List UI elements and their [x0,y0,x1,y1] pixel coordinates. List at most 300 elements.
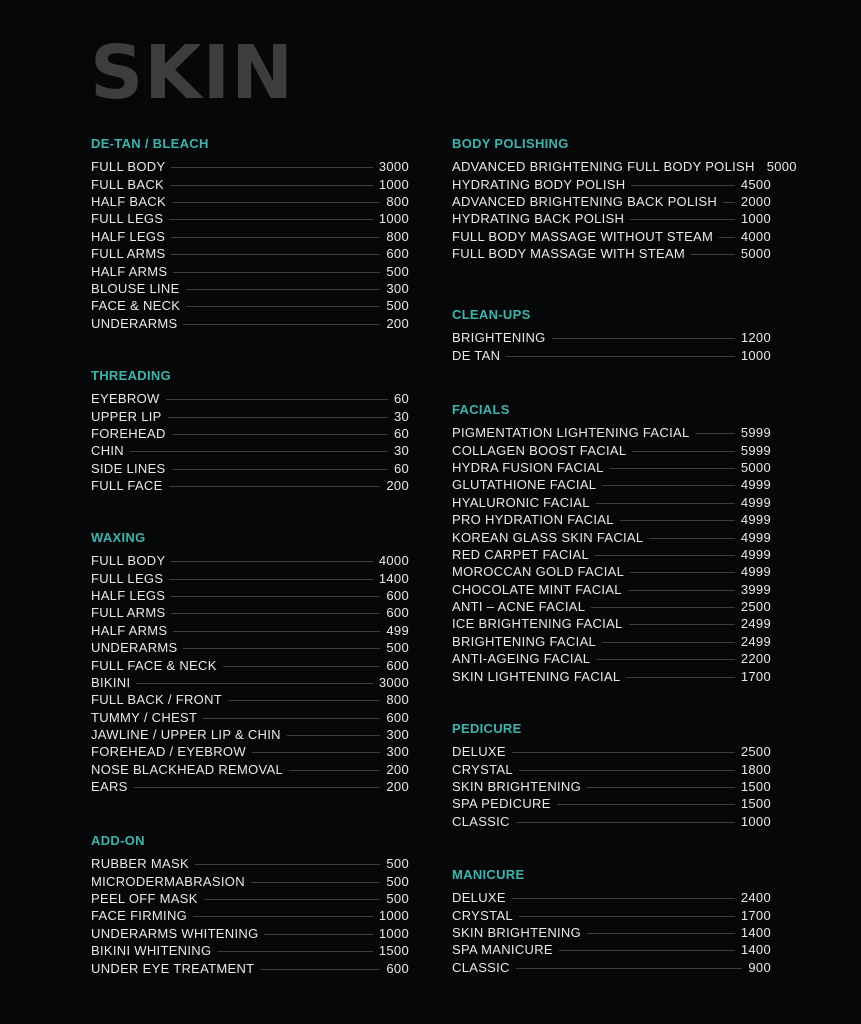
price-row [91,297,409,314]
dot-leader-line [171,254,380,255]
service-price: 300 [386,727,409,743]
service-price: 1500 [740,778,771,794]
section-heading: PEDICURE [452,721,522,736]
service-price: 3000 [378,159,409,175]
dot-leader-line [172,434,388,435]
price-row [452,598,771,615]
price-row [452,795,771,812]
price-row [91,477,409,494]
price-list [91,158,409,332]
service-name: FULL BACK / FRONT [91,692,223,708]
dot-leader-line [186,289,381,290]
dot-leader-line [173,631,380,632]
service-name: FOREHEAD [91,425,166,441]
dot-leader-line [260,969,380,970]
dot-leader-line [519,770,735,771]
price-row [91,425,409,442]
service-price: 1200 [740,330,771,346]
price-row [452,760,771,777]
dot-leader-line [134,787,381,788]
service-price: 1800 [740,761,771,777]
price-row [91,761,409,778]
service-name: HALF ARMS [91,622,168,638]
dot-leader-line [183,648,380,649]
dot-leader-line [516,968,743,969]
price-row [452,889,771,906]
service-name: RUBBER MASK [91,856,189,872]
service-name: FULL BODY MASSAGE WITH STEAM [452,246,686,262]
service-price: 1700 [740,907,771,923]
service-price: 60 [393,391,409,407]
dot-leader-line [591,607,735,608]
service-name: CLASSIC [452,813,510,829]
service-price: 1000 [378,908,409,924]
price-list [452,424,771,685]
service-price: 1400 [740,942,771,958]
section-heading: DE-TAN / BLEACH [91,136,209,151]
service-price: 3000 [378,674,409,690]
dot-leader-line [649,538,734,539]
price-row [452,210,771,227]
price-row [452,924,771,941]
section-manicure [452,867,771,975]
service-name: UNDERARMS WHITENING [91,925,259,941]
dot-leader-line [171,596,380,597]
dot-leader-line [168,417,388,418]
dot-leader-line [204,899,381,900]
service-price: 1500 [740,796,771,812]
service-name: SKIN BRIGHTENING [452,924,582,940]
price-row [91,890,409,907]
service-price: 1400 [740,924,771,940]
section-heading: THREADING [91,368,171,383]
service-price: 4000 [378,553,409,569]
service-name: HYDRATING BACK POLISH [452,211,625,227]
dot-leader-line [170,185,373,186]
price-row [452,633,771,650]
service-price: 300 [386,744,409,760]
price-list [452,889,771,976]
price-row [452,424,771,441]
service-name: NOSE BLACKHEAD REMOVAL [91,761,284,777]
dot-leader-line [628,590,735,591]
service-price: 1000 [378,176,409,192]
price-row [91,942,409,959]
service-price: 30 [393,408,409,424]
service-price: 3999 [740,581,771,597]
price-row [91,158,409,175]
service-name: PIGMENTATION LIGHTENING FACIAL [452,425,690,441]
dot-leader-line [252,752,380,753]
service-name: BRIGHTENING FACIAL [452,633,597,649]
dot-leader-line [610,468,735,469]
service-price: 600 [386,605,409,621]
price-row [452,528,771,545]
service-name: SIDE LINES [91,460,166,476]
service-price: 600 [386,587,409,603]
price-row [91,552,409,569]
dot-leader-line [289,770,380,771]
price-row [452,494,771,511]
service-price: 30 [393,443,409,459]
dot-leader-line [193,916,373,917]
price-row [91,587,409,604]
service-price: 2499 [740,633,771,649]
dot-leader-line [719,237,735,238]
price-row [452,813,771,830]
service-price: 200 [386,779,409,795]
price-row [91,315,409,332]
service-name: FULL FACE & NECK [91,657,217,673]
price-row [452,650,771,667]
service-price: 1000 [740,813,771,829]
dot-leader-line [136,683,373,684]
service-price: 2500 [740,599,771,615]
service-name: FULL FACE [91,478,163,494]
service-name: CHOCOLATE MINT FACIAL [452,581,622,597]
service-price: 4999 [740,564,771,580]
service-name: BLOUSE LINE [91,280,180,296]
service-name: FOREHEAD / EYEBROW [91,744,246,760]
price-row [91,925,409,942]
service-name: ADVANCED BRIGHTENING BACK POLISH [452,193,718,209]
price-list [452,158,797,262]
price-row [452,228,771,245]
section-de-tan-bleach [91,136,409,331]
price-row [91,907,409,924]
dot-leader-line [506,356,735,357]
service-name: SKIN BRIGHTENING [452,778,582,794]
price-row [91,210,409,227]
service-price: 4000 [740,228,771,244]
service-name: FULL BODY MASSAGE WITHOUT STEAM [452,228,714,244]
service-name: COLLAGEN BOOST FACIAL [452,442,627,458]
price-row [91,639,409,656]
price-row [452,778,771,795]
service-name: HALF LEGS [91,587,166,603]
price-row [452,941,771,958]
service-price: 1000 [378,925,409,941]
service-price: 200 [386,761,409,777]
service-name: BIKINI WHITENING [91,943,212,959]
service-price: 500 [386,890,409,906]
section-clean-ups [452,307,771,363]
service-price: 200 [386,315,409,331]
dot-leader-line [516,822,735,823]
service-price: 300 [386,280,409,296]
dot-leader-line [169,579,373,580]
service-price: 2400 [740,890,771,906]
dot-leader-line [264,934,372,935]
service-name: DE TAN [452,347,501,363]
section-threading [91,368,409,494]
price-row [91,959,409,976]
price-row [91,460,409,477]
dot-leader-line [203,718,380,719]
service-price: 600 [386,657,409,673]
dot-leader-line [629,624,735,625]
service-price: 600 [386,246,409,262]
service-name: DELUXE [452,744,506,760]
price-row [91,726,409,743]
price-list [452,743,771,830]
price-row [452,175,771,192]
dot-leader-line [171,613,380,614]
service-name: HALF BACK [91,193,166,209]
price-row [91,709,409,726]
service-name: KOREAN GLASS SKIN FACIAL [452,529,644,545]
price-row [91,390,409,407]
price-list [452,329,771,364]
service-price: 499 [386,622,409,638]
dot-leader-line [620,520,735,521]
service-name: BRIGHTENING [452,330,546,346]
service-price: 5000 [740,459,771,475]
price-row [91,604,409,621]
service-name: MICRODERMABRASION [91,873,245,889]
service-name: FULL LEGS [91,570,164,586]
dot-leader-line [251,882,381,883]
section-body-polishing [452,136,797,262]
service-name: CLASSIC [452,959,510,975]
section-add-on [91,833,409,976]
service-name: FULL BACK [91,176,165,192]
section-pedicure [452,721,771,829]
dot-leader-line [631,185,734,186]
service-price: 200 [386,478,409,494]
price-row [91,656,409,673]
dot-leader-line [173,272,380,273]
service-price: 2500 [740,744,771,760]
dot-leader-line [587,933,735,934]
price-row [91,691,409,708]
dot-leader-line [626,677,734,678]
dot-leader-line [691,254,735,255]
service-name: ICE BRIGHTENING FACIAL [452,616,623,632]
price-row [452,581,771,598]
dot-leader-line [602,485,735,486]
dot-leader-line [183,324,380,325]
service-name: CRYSTAL [452,907,513,923]
service-price: 500 [386,298,409,314]
price-row [452,667,771,684]
section-waxing [91,530,409,795]
dot-leader-line [172,202,380,203]
service-price: 500 [386,856,409,872]
price-row [91,175,409,192]
dot-leader-line [696,433,735,434]
service-name: SKIN LIGHTENING FACIAL [452,668,621,684]
service-name: FULL BODY [91,159,166,175]
service-name: CRYSTAL [452,761,513,777]
service-name: UPPER LIP [91,408,162,424]
service-name: HYDRA FUSION FACIAL [452,459,604,475]
service-name: HYALURONIC FACIAL [452,494,590,510]
service-price: 1000 [740,211,771,227]
service-name: ADVANCED BRIGHTENING FULL BODY POLISH [452,159,755,175]
dot-leader-line [130,451,388,452]
service-name: FULL ARMS [91,605,166,621]
service-price: 4999 [740,477,771,493]
dot-leader-line [602,642,735,643]
price-list [91,855,409,977]
service-price: 600 [386,960,409,976]
dot-leader-line [723,202,735,203]
service-name: UNDERARMS [91,640,178,656]
service-name: HALF LEGS [91,228,166,244]
service-price: 600 [386,709,409,725]
service-name: EYEBROW [91,391,160,407]
service-price: 2499 [740,616,771,632]
service-price: 1500 [378,943,409,959]
price-row [91,407,409,424]
service-price: 5000 [740,246,771,262]
service-price: 4999 [740,494,771,510]
dot-leader-line [166,399,388,400]
price-row [452,329,771,346]
dot-leader-line [596,659,735,660]
service-name: FULL BODY [91,553,166,569]
service-price: 5000 [766,159,797,175]
dot-leader-line [632,451,734,452]
dot-leader-line [171,561,372,562]
service-name: EARS [91,779,128,795]
dot-leader-line [217,951,373,952]
price-row [452,546,771,563]
service-name: UNDERARMS [91,315,178,331]
service-price: 2200 [740,651,771,667]
price-row [91,245,409,262]
service-price: 900 [748,959,771,975]
dot-leader-line [171,237,380,238]
service-name: RED CARPET FACIAL [452,546,590,562]
page-title: SKIN [90,30,295,116]
section-heading: ADD-ON [91,833,145,848]
service-price: 800 [386,228,409,244]
price-row [452,459,771,476]
section-facials [452,402,771,684]
dot-leader-line [557,804,735,805]
dot-leader-line [228,700,380,701]
service-name: PEEL OFF MASK [91,890,198,906]
price-row [91,778,409,795]
service-price: 4999 [740,512,771,528]
service-price: 800 [386,692,409,708]
price-row [452,959,771,976]
service-name: FACE & NECK [91,298,181,314]
service-price: 60 [393,425,409,441]
dot-leader-line [630,572,735,573]
service-price: 60 [393,460,409,476]
price-row [91,193,409,210]
service-name: ANTI-AGEING FACIAL [452,651,591,667]
dot-leader-line [223,666,381,667]
dot-leader-line [596,503,735,504]
price-row [452,615,771,632]
dot-leader-line [559,950,735,951]
service-name: CHIN [91,443,124,459]
price-row [91,569,409,586]
service-name: ANTI – ACNE FACIAL [452,599,586,615]
dot-leader-line [512,898,735,899]
price-row [452,743,771,760]
service-name: SPA MANICURE [452,942,553,958]
service-name: MOROCCAN GOLD FACIAL [452,564,625,580]
service-name: FACE FIRMING [91,908,188,924]
dot-leader-line [169,219,373,220]
service-name: JAWLINE / UPPER LIP & CHIN [91,727,281,743]
price-row [91,674,409,691]
price-row [91,442,409,459]
dot-leader-line [512,752,735,753]
dot-leader-line [287,735,381,736]
service-price: 500 [386,263,409,279]
section-heading: CLEAN-UPS [452,307,531,322]
price-row [452,346,771,363]
price-row [91,228,409,245]
price-row [452,476,771,493]
price-row [91,262,409,279]
service-name: FULL LEGS [91,211,164,227]
section-heading: MANICURE [452,867,525,882]
service-price: 4999 [740,529,771,545]
service-price: 5999 [740,442,771,458]
dot-leader-line [552,338,735,339]
service-price: 1000 [740,347,771,363]
dot-leader-line [195,864,380,865]
service-name: GLUTATHIONE FACIAL [452,477,597,493]
service-price: 1400 [378,570,409,586]
service-name: SPA PEDICURE [452,796,551,812]
dot-leader-line [169,486,381,487]
price-row [452,563,771,580]
section-heading: WAXING [91,530,146,545]
price-row [452,441,771,458]
dot-leader-line [172,469,388,470]
service-name: HYDRATING BODY POLISH [452,176,626,192]
service-name: DELUXE [452,890,506,906]
service-name: BIKINI [91,674,131,690]
price-row [91,280,409,297]
dot-leader-line [186,306,380,307]
dot-leader-line [519,916,735,917]
dot-leader-line [630,219,735,220]
dot-leader-line [587,787,735,788]
service-name: UNDER EYE TREATMENT [91,960,255,976]
service-price: 1000 [378,211,409,227]
section-heading: BODY POLISHING [452,136,569,151]
service-name: FULL ARMS [91,246,166,262]
price-row [452,158,797,175]
service-name: PRO HYDRATION FACIAL [452,512,614,528]
price-row [91,872,409,889]
price-row [91,743,409,760]
service-price: 1700 [740,668,771,684]
price-list [91,390,409,494]
price-row [91,622,409,639]
price-row [452,511,771,528]
dot-leader-line [595,555,735,556]
service-price: 2000 [740,193,771,209]
service-price: 5999 [740,425,771,441]
service-price: 4999 [740,546,771,562]
price-row [91,855,409,872]
price-row [452,245,771,262]
price-list [91,552,409,795]
service-name: HALF ARMS [91,263,168,279]
price-row [452,193,771,210]
service-price: 500 [386,873,409,889]
